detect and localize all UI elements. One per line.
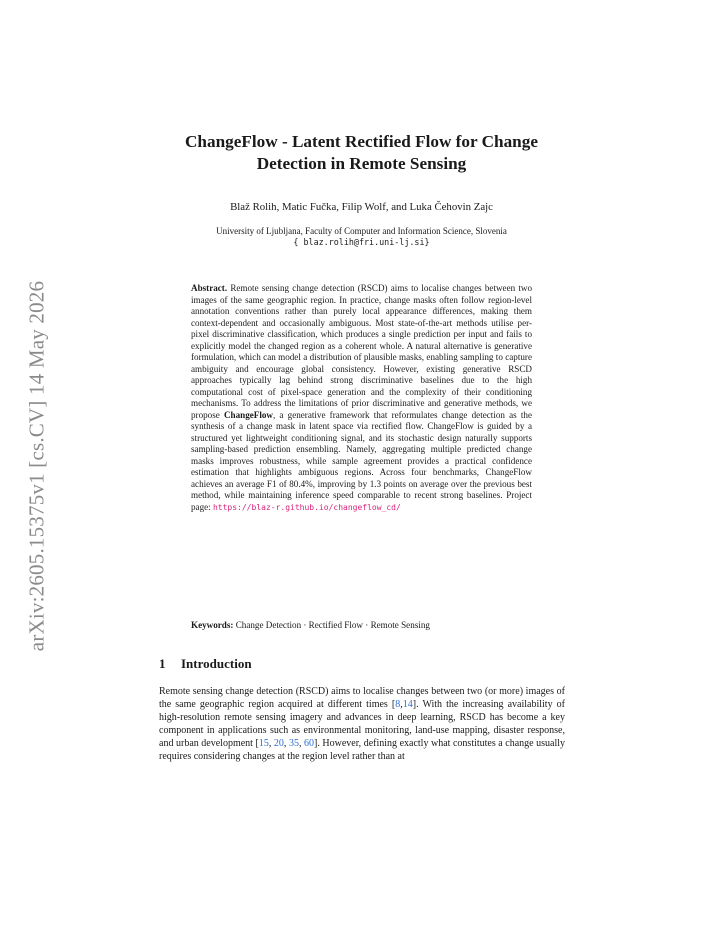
paper-title — [160, 131, 563, 175]
abstract-text-1: Remote sensing change detection (RSCD) aims to localise changes between two images of the same geographic region. In practice, change masks often follow region-level annotation conventions rather than purely local appearance differences, making them context-dependent and occasionally ambiguous. Most state-of-the-art methods utilise per-pixel discriminative classification, which produces a single prediction per input and fails to explicitly model the changed region as a coherent whole. A natural alternative is generative formulation, which can model a distribution of plausible masks, enabling sampling to capture ambiguity and encourage global consistency. However, existing generative RSCD approaches typically lag behind strong discriminative baselines due to the high computational cost of pixel-space generation and the complexity of their conditioning mechanisms. To address the limitations of prior discriminative and generative methods, we propose — [191, 283, 532, 420]
citation-link[interactable]: 15 — [258, 737, 269, 749]
cite-separator: , — [400, 698, 403, 710]
title-line-1: ChangeFlow - Latent Rectified Flow for Change — [185, 132, 538, 151]
affiliation: University of Ljubljana, Faculty of Computer and Information Science, Slovenia — [216, 226, 507, 236]
citation-link[interactable]: 35 — [288, 737, 299, 749]
introduction-paragraph — [159, 686, 565, 763]
cite-separator: , — [268, 737, 274, 749]
cite-separator: , — [283, 737, 289, 749]
arxiv-sidebar — [22, 256, 52, 676]
citation-link[interactable]: 8 — [395, 698, 401, 710]
section-title: Introduction — [181, 656, 252, 671]
keywords-label: Keywords: — [191, 620, 234, 630]
section-number: 1 — [159, 656, 166, 671]
author-list: Blaž Rolih, Matic Fučka, Filip Wolf, and Luka Čehovin Zajc — [230, 201, 493, 213]
keywords-text: Change Detection · Rectified Flow · Remote Sensing — [233, 620, 430, 630]
citation-link[interactable]: 14 — [402, 698, 413, 710]
title-line-2: Detection in Remote Sensing — [256, 154, 467, 173]
keywords — [191, 620, 532, 632]
abstract-text-2: , a generative framework that reformulates change detection as the synthesis of a change mask in latent space via rectified flow. ChangeFlow is guided by a structured yet lightweight conditioning signal, and its stochastic design naturally supports sampling-based prediction ensembling. Namely, aggregating multiple predicted change masks improves robustness, while sample agreement provides a practical confidence estimation that highlights ambiguous regions. Across four benchmarks, ChangeFlow achieves an average F1 of 80.4%, improving by 1.3 points on average over the previous best method, while maintaining inference speed comparable to recent strong baselines. Project page: — [191, 409, 532, 512]
intro-text-1: Remote sensing change detection (RSCD) aims to localise changes between two (or more) images of the same geographic region acquired at different times [ — [159, 686, 565, 710]
author-email: { blaz.rolih@fri.uni-lj.si} — [293, 237, 430, 247]
abstract-heading: Abstract. — [191, 283, 228, 293]
cite-separator: , — [298, 737, 305, 749]
intro-text-2: ]. With the increasing availability of high-resolution remote sensing imagery and advances in deep learning, RSCD has become a key component in applications such as environmental monitoring, land-use mapping, disaster response, and urban development [ — [159, 698, 565, 749]
project-page-link[interactable]: https://blaz-r.github.io/changeflow_cd/ — [212, 502, 401, 512]
abstract-method-name: ChangeFlow — [223, 409, 273, 420]
abstract — [191, 283, 532, 513]
arxiv-identifier: arXiv:2605.15375v1 [cs.CV] 14 May 2026 — [24, 280, 49, 652]
intro-text-3: ]. However, defining exactly what constitutes a change usually requires considering changes at the region level rather than at — [159, 737, 566, 762]
citation-link[interactable]: 60 — [304, 737, 315, 749]
citation-link[interactable]: 20 — [273, 737, 284, 749]
section-heading — [159, 656, 252, 672]
